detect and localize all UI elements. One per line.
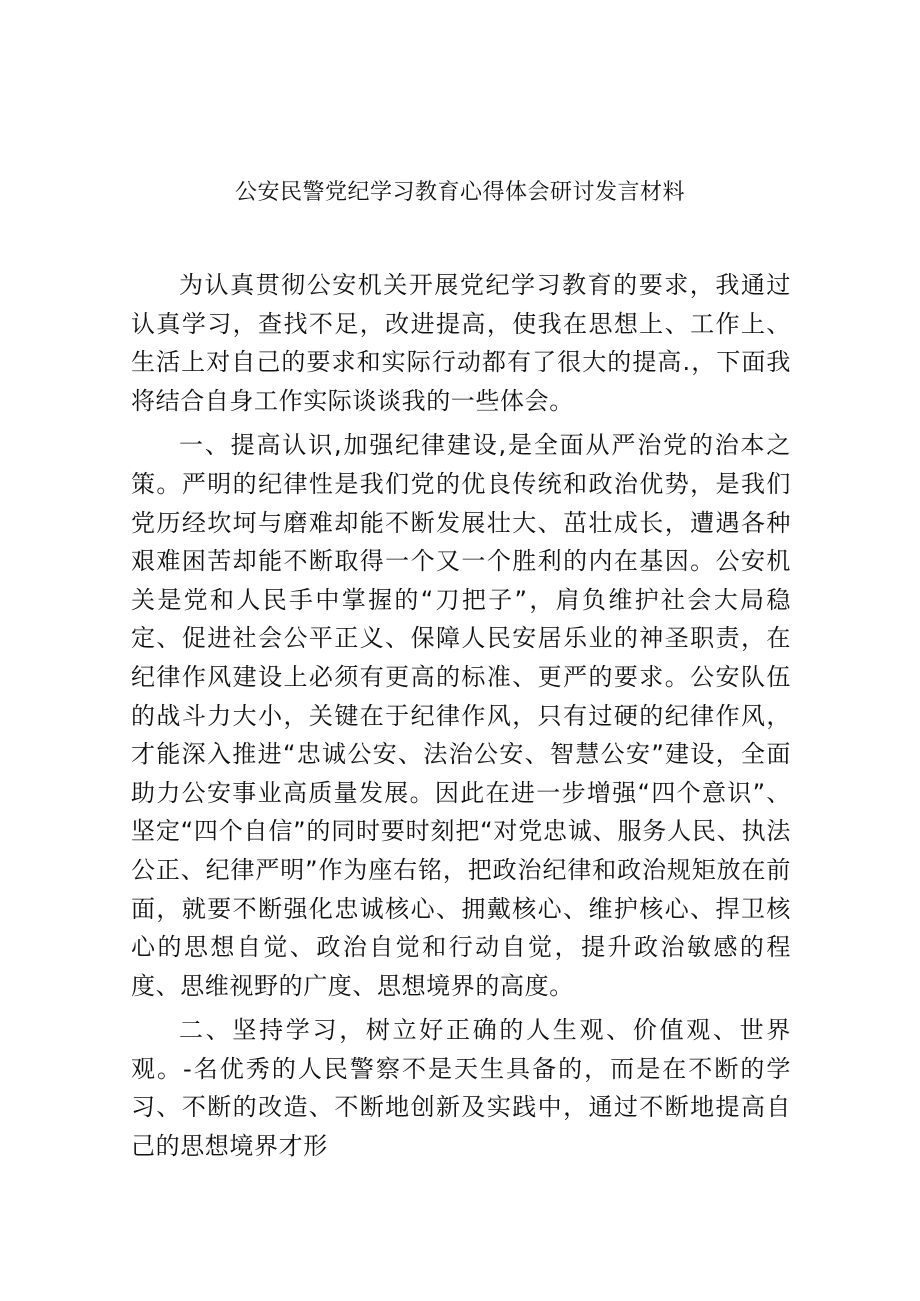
paragraph-section-two: 二、坚持学习，树立好正确的人生观、价值观、世界观。-名优秀的人民警察不是天生具备的，而是在不断的学习、不断的改造、不断地创新及实践中，通过不断地提高自己的思想境界才形 xyxy=(131,1016,791,1161)
paragraph-section-one: 一、提高认识,加强纪律建设,是全面从严治党的治本之策。严明的纪律性是我们党的优良传统和政治优势，是我们党历经坎坷与磨难却能不断发展壮大、茁壮成长，遭遇各种艰难困苦却能不断取得一个又一个胜利的内在基因。公安机关是党和人民手中掌握的“刀把子”，肩负维护社会大局稳定、促进社会公平正义、保障人民安居乐业的神圣职责，在纪律作风建设上必须有更高的标准、更严的要求。公安队伍的战斗力大小，关键在于纪律作风，只有过硬的纪律作风，才能深入推进“忠诚公安、法治公安、智慧公安”建设，全面助力公安事业高质量发展。因此在进一步增强“四个意识”、坚定“四个自信”的同时要时刻把“对党忠诚、服务人民、执法公正、纪律严明”作为座右铭，把政治纪律和政治规矩放在前面，就要不断强化忠诚核心、拥戴核心、维护核心、捍卫核心的思想自觉、政治自觉和行动自觉，提升政治敏感的程度、思维视野的广度、思想境界的高度。 xyxy=(131,431,791,1000)
document-body xyxy=(131,266,791,1166)
paragraph-intro: 为认真贯彻公安机关开展党纪学习教育的要求，我通过认真学习，查找不足，改进提高，使我在思想上、工作上、生活上对自己的要求和实际行动都有了很大的提高.，下面我将结合自身工作实际谈谈我的一些体会。 xyxy=(131,271,791,415)
page-title: 公安民警党纪学习教育心得体会研讨发言材料 xyxy=(234,180,685,205)
